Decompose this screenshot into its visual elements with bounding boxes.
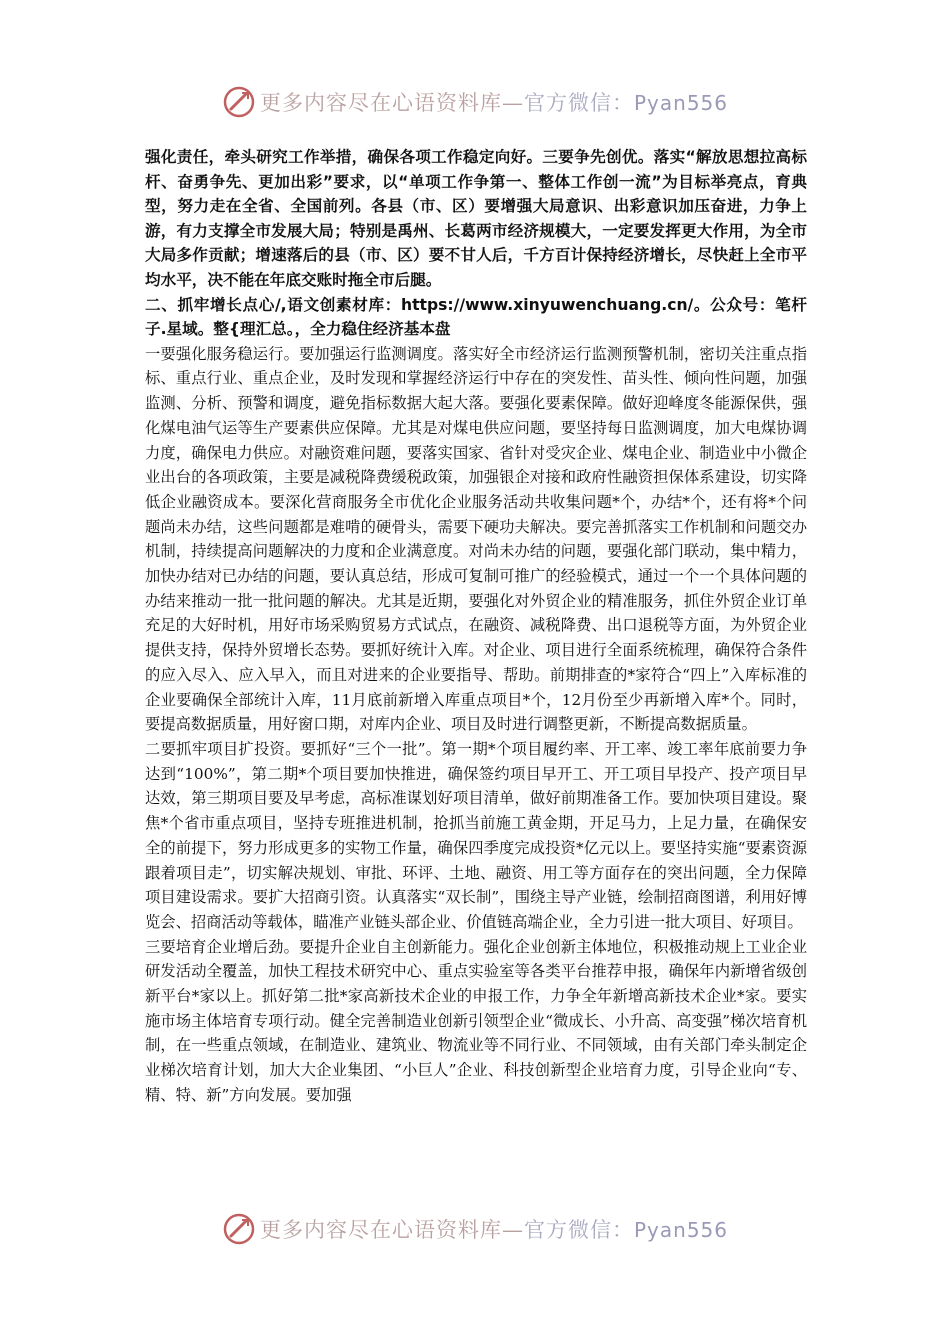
footer-watermark-banner bbox=[0, 1209, 950, 1249]
watermark-handle: Pyan556 bbox=[633, 91, 728, 115]
watermark-main: 更多内容尽在心语资料库— bbox=[259, 91, 524, 115]
watermark-wechat: 官方微信： bbox=[523, 91, 634, 115]
paragraph-4: 二要抓牢项目扩投资。要抓好“三个一批”。第一期*个项目履约率、开工率、竣工率年底前要力争达到“100%”，第二期*个项目要加快推进，确保签约项目早开工、开工项目早投产、投产项目早达效，第三期项目要及早考虑，高标准谋划好项目清单，做好前期准备工作。要加快项目建设。聚焦*个省市重点项目，坚持专班推进机制，抢抓当前施工黄金期，开足马力，上足力量，在确保安全的前提下，努力形成更多的实物工作量，确保四季度完成投资*亿元以上。要坚持实施“要素资源跟着项目走”，切实解决规划、审批、环评、土地、融资、用工等方面存在的突出问题，全力保障项目建设需求。要扩大招商引资。认真落实“双长制”，围绕主导产业链，绘制招商图谱，利用好博览会、招商活动等载体，瞄准产业链头部企业、价值链高端企业，全力引进一批大项目、好项目。 bbox=[145, 740, 807, 931]
logo-icon bbox=[222, 85, 256, 119]
watermark-main: 更多内容尽在心语资料库— bbox=[259, 1218, 524, 1242]
watermark-text bbox=[260, 1214, 728, 1244]
watermark-text bbox=[260, 87, 728, 117]
watermark-handle: Pyan556 bbox=[633, 1218, 728, 1242]
watermark-wechat: 官方微信： bbox=[523, 1218, 634, 1242]
paragraph-5: 三要培育企业增后劲。要提升企业自主创新能力。强化企业创新主体地位，积极推动规上工业企业研发活动全覆盖，加快工程技术研究中心、重点实验室等各类平台推荐申报，确保年内新增省级创新平台*家以上。抓好第二批*家高新技术企业的申报工作，力争全年新增高新技术企业*家。要实施市场主体培育专项行动。健全完善制造业创新引领型企业“微成长、小升高、高变强”梯次培育机制，在一些重点领域，在制造业、建筑业、物流业等不同行业、不同领域，由有关部门牵头制定企业梯次培育计划，加大大企业集团、“小巨人”企业、科技创新型企业培育力度，引导企业向“专、精、特、新”方向发展。要加强 bbox=[145, 937, 807, 1104]
paragraph-1: 强化责任，牵头研究工作举措，确保各项工作稳定向好。三要争先创优。落实“解放思想拉高标杆、奋勇争先、更加出彩”要求，以“单项工作争第一、整体工作创一流”为目标举亮点，育典型，努力走在全省、全国前列。各县（市、区）要增强大局意识、出彩意识加压奋进，力争上游，有力支撑全市发展大局；特别是禹州、长葛两市经济规模大，一定要发挥更大作用，为全市大局多作贡献；增速落后的县（市、区）要不甘人后，千方百计保持经济增长，尽快赶上全市平均水平，决不能在年底交账时拖全市后腿。 bbox=[145, 148, 807, 289]
header-watermark-banner bbox=[0, 82, 950, 122]
section-heading-2: 二、抓牢增长点心/,语文创素材库：https://www.xinyuwenchuang.cn/。公众号：笔杆子.星域。整{理汇总。，全力稳住经济基本盘 bbox=[145, 295, 807, 339]
logo-icon bbox=[222, 1212, 256, 1246]
document-body bbox=[145, 145, 807, 1108]
paragraph-3: 一要强化服务稳运行。要加强运行监测调度。落实好全市经济运行监测预警机制，密切关注重点指标、重点行业、重点企业，及时发现和掌握经济运行中存在的突发性、苗头性、倾向性问题，加强监测、分析、预警和调度，避免指标数据大起大落。要强化要素保障。做好迎峰度冬能源保供，强化煤电油气运等生产要素供应保障。尤其是对煤电供应问题，要坚持每日监测调度，加大电煤协调力度，确保电力供应。对融资难问题，要落实国家、省针对受灾企业、煤电企业、制造业中小微企业出台的各项政策，主要是减税降费缓税政策，加强银企对接和政府性融资担保体系建设，切实降低企业融资成本。要深化营商服务全市优化企业服务活动共收集问题*个，办结*个，还有将*个问题尚未办结，这些问题都是难啃的硬骨头，需要下硬功夫解决。要完善抓落实工作机制和问题交办机制，持续提高问题解决的力度和企业满意度。对尚未办结的问题，要强化部门联动，集中精力，加快办结对已办结的问题，要认真总结，形成可复制可推广的经验模式，通过一个一个具体问题的办结来推动一批一批问题的解决。尤其是近期，要强化对外贸企业的精准服务，抓住外贸企业订单充足的大好时机，用好市场采购贸易方式试点，在融资、减税降费、出口退税等方面，为外贸企业提供支持，保持外贸增长态势。要抓好统计入库。对企业、项目进行全面系统梳理，确保符合条件的应入尽入、应入早入，而且对进来的企业要指导、帮助。前期排查的*家符合“四上”入库标准的企业要确保全部统计入库，11月底前新增入库重点项目*个，12月份至少再新增入库*个。同时，要提高数据质量，用好窗口期，对库内企业、项目及时进行调整更新，不断提高数据质量。 bbox=[145, 344, 807, 734]
